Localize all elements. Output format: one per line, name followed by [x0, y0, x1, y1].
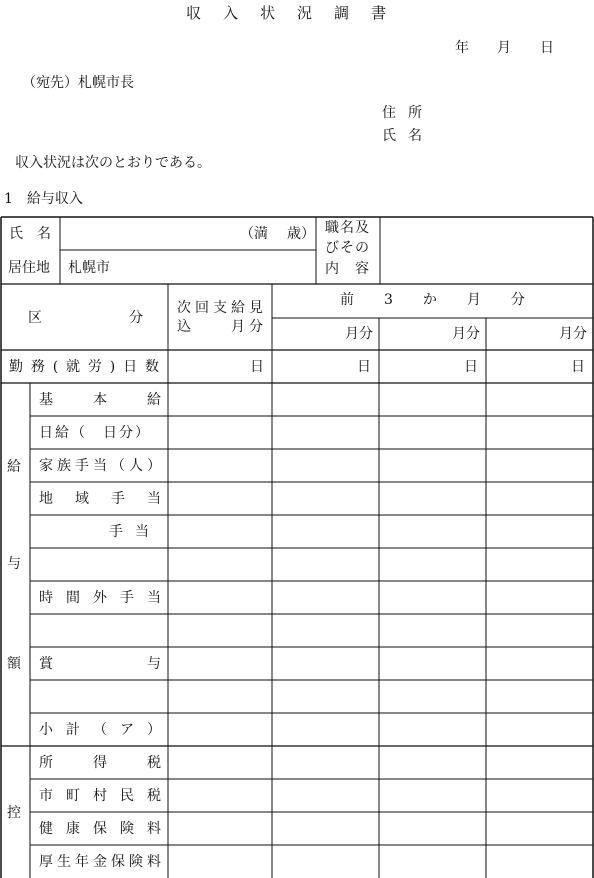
deduction-row-label: 市 町 村 民 税	[39, 788, 161, 804]
salary-row-label: 家 族 手 当 （ 人 ）	[39, 458, 161, 474]
applicant-address-label: 住所	[382, 105, 434, 121]
salary-row-label: 日給（ 日分）	[39, 425, 151, 441]
age-close: 歳）	[287, 226, 315, 242]
salary-row-label: 手当	[109, 524, 161, 540]
addressee: （宛先）札幌市長	[22, 75, 134, 91]
work-days-label: 勤 務 ( 就 労 ) 日 数	[9, 359, 159, 375]
name-label: 氏 名	[9, 226, 51, 242]
salary-row-label: 地 域 手 当	[39, 491, 161, 507]
job-label: 職 名 及	[325, 220, 369, 236]
deduction-group-label: 控	[7, 805, 21, 821]
job-label: 内 容	[325, 261, 369, 277]
day-unit: 日	[250, 359, 264, 375]
date-year: 年	[455, 40, 469, 56]
date-month: 月	[497, 40, 511, 56]
age-open: （満	[240, 226, 268, 242]
month-suffix: 月分	[345, 326, 373, 342]
month-suffix: 月分	[559, 326, 587, 342]
salary-row-label: 小 計 （ ア ）	[39, 722, 161, 738]
section-heading: 1 給与収入	[4, 191, 83, 207]
day-unit: 日	[357, 359, 371, 375]
salary-row-label: 賞 与	[39, 656, 161, 672]
residence-value: 札幌市	[68, 260, 110, 276]
job-label: び そ の	[325, 240, 369, 256]
day-unit: 日	[571, 359, 585, 375]
next-payment-header: 込 月 分	[177, 319, 263, 335]
intro-text: 収入状況は次のとおりである。	[15, 155, 211, 171]
month-suffix: 月分	[452, 326, 480, 342]
salary-group-label: 与	[7, 556, 21, 572]
category-header: 区 分	[28, 310, 143, 326]
day-unit: 日	[464, 359, 478, 375]
income-form	[0, 216, 594, 878]
salary-group-label: 給	[7, 459, 21, 475]
applicant-name-label: 氏名	[382, 128, 434, 144]
deduction-row-label: 所 得 税	[39, 755, 161, 771]
prev3-header: 前 3 か 月 分	[340, 292, 525, 308]
date-day: 日	[540, 40, 554, 56]
residence-label: 居住地	[8, 260, 50, 276]
next-payment-header: 次 回 支 給 見	[177, 300, 263, 316]
document-title: 収入状況調書	[185, 4, 408, 22]
deduction-row-label: 厚 生 年 金 保 険 料	[39, 854, 161, 870]
deduction-row-label: 健 康 保 険 料	[39, 821, 161, 837]
salary-row-label: 時 間 外 手 当	[39, 590, 161, 606]
salary-group-label: 額	[7, 656, 21, 672]
salary-row-label: 基 本 給	[39, 392, 161, 408]
